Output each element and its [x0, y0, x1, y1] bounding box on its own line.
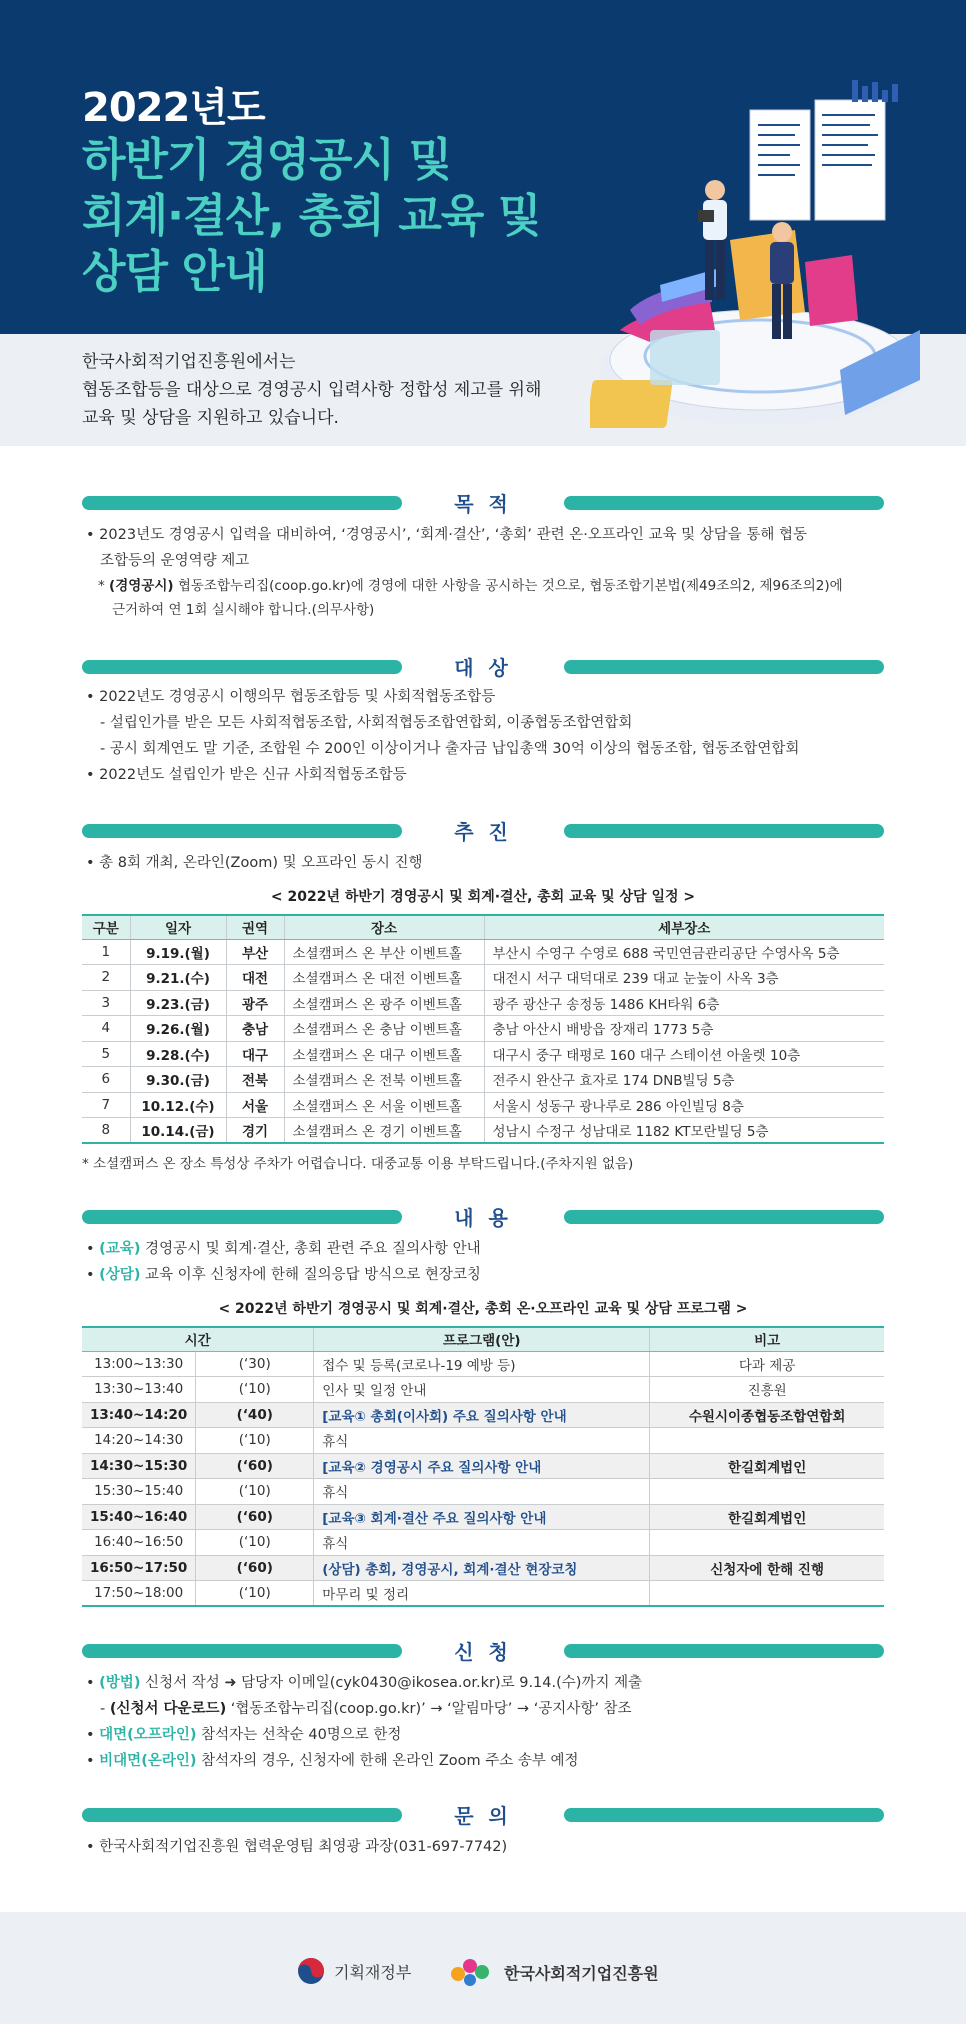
row-date: 9.21.(수) — [130, 965, 226, 991]
moef-name: 기획재정부 — [334, 1962, 412, 1982]
apply-body — [86, 1670, 886, 1774]
schedule-row — [82, 1041, 884, 1067]
row-region: 서울 — [226, 1092, 284, 1118]
col-header: 장소 — [284, 915, 484, 939]
row-time: 16:50~17:50 — [82, 1555, 196, 1581]
purpose-body — [86, 522, 886, 622]
row-region: 부산 — [226, 939, 284, 965]
program-row — [82, 1530, 884, 1556]
kosea-logo — [448, 1954, 659, 1990]
row-region: 경기 — [226, 1118, 284, 1144]
row-time: 13:40~14:20 — [82, 1402, 196, 1428]
row-program: (상담) 총회, 경영공시, 회계·결산 현장코칭 — [314, 1555, 650, 1581]
kosea-mark-icon — [448, 1954, 496, 1990]
inquiry-line: • 한국사회적기업진흥원 협력운영팀 최영광 과장(031-697-7742) — [86, 1839, 508, 1855]
row-venue: 소셜캠퍼스 온 전북 이벤트홀 — [284, 1067, 484, 1093]
proceed-line: • 총 8회 개최, 온라인(Zoom) 및 오프라인 동시 진행 — [86, 855, 423, 871]
content-text: 교육 이후 신청자에 한해 질의응답 방식으로 현장코칭 — [140, 1267, 481, 1283]
section-header-apply — [82, 1640, 884, 1662]
col-header: 세부장소 — [484, 915, 884, 939]
row-duration: (‘10) — [196, 1581, 314, 1607]
row-address: 성남시 수정구 성남대로 1182 KT모란빌딩 5층 — [484, 1118, 884, 1144]
row-number: 6 — [82, 1067, 130, 1093]
row-program: [교육③ 회계·결산 주요 질의사항 안내 — [314, 1504, 650, 1530]
row-number: 8 — [82, 1118, 130, 1144]
section-title: 내 용 — [454, 1206, 512, 1230]
program-row — [82, 1504, 884, 1530]
row-venue: 소셜캠퍼스 온 부산 이벤트홀 — [284, 939, 484, 965]
target-item: - 공시 회계연도 말 기준, 조합원 수 200인 이상이거나 출자금 납입총액 30억 이상의 협동조합, 협동조합연합회 — [100, 741, 800, 757]
row-time: 17:50~18:00 — [82, 1581, 196, 1607]
schedule-row — [82, 1016, 884, 1042]
row-venue: 소셜캠퍼스 온 충남 이벤트홀 — [284, 1016, 484, 1042]
schedule-row — [82, 1092, 884, 1118]
hero-title-line: 회계·결산, 총회 교육 및 — [82, 189, 541, 242]
content-item: • (교육) 경영공시 및 회계·결산, 총회 관련 주요 질의사항 안내 — [86, 1241, 481, 1257]
apply-text: ‘협동조합누리집(coop.go.kr)’ → ‘알림마당’ → ‘공지사항’ 참조 — [226, 1701, 632, 1717]
hero-title-line: 상담 안내 — [82, 245, 267, 298]
section-title: 신 청 — [454, 1640, 512, 1664]
note-text: 협동조합누리집(coop.go.kr)에 경영에 대한 사항을 공시하는 것으로, 협동조합기본법(제49조의2, 제96조의2)에 — [173, 578, 843, 594]
purpose-note — [86, 574, 886, 598]
hero-title — [82, 132, 540, 300]
footer — [0, 1912, 966, 2024]
target-item: • 2022년도 경영공시 이행의무 협동조합등 및 사회적협동조합등 — [86, 689, 496, 705]
note-key: (경영공시) — [109, 578, 174, 594]
row-number: 7 — [82, 1092, 130, 1118]
row-address: 광주 광산구 송정동 1486 KH타워 6층 — [484, 990, 884, 1016]
content-body — [86, 1236, 886, 1288]
col-header: 구분 — [82, 915, 130, 939]
target-item: • 2022년도 설립인가 받은 신규 사회적협동조합등 — [86, 767, 407, 783]
section-header-purpose — [82, 492, 884, 514]
apply-download: - (신청서 다운로드) ‘협동조합누리집(coop.go.kr)’ → ‘알림마당’ → ‘공지사항’ 참조 — [100, 1701, 632, 1717]
row-number: 1 — [82, 939, 130, 965]
schedule-row — [82, 939, 884, 965]
row-note: 한길회계법인 — [650, 1453, 884, 1479]
row-note: 한길회계법인 — [650, 1504, 884, 1530]
intro-text — [82, 348, 541, 432]
row-duration: (‘10) — [196, 1377, 314, 1403]
row-note — [650, 1530, 884, 1556]
section-title: 문 의 — [454, 1804, 512, 1828]
row-number: 2 — [82, 965, 130, 991]
program-row — [82, 1351, 884, 1377]
row-duration: (‘60) — [196, 1555, 314, 1581]
row-date: 9.26.(월) — [130, 1016, 226, 1042]
schedule-row — [82, 1067, 884, 1093]
program-row — [82, 1479, 884, 1505]
hero-year: 2022년도 — [82, 85, 265, 131]
row-region: 대전 — [226, 965, 284, 991]
col-header: 일자 — [130, 915, 226, 939]
intro-line: 협동조합등을 대상으로 경영공시 입력사항 정합성 제고를 위해 — [82, 380, 542, 400]
row-venue: 소셜캠퍼스 온 서울 이벤트홀 — [284, 1092, 484, 1118]
row-region: 대구 — [226, 1041, 284, 1067]
note-mark: * — [98, 578, 110, 594]
schedule-row — [82, 990, 884, 1016]
kosea-name: 한국사회적기업진흥원 — [504, 1963, 659, 1983]
row-address: 대전시 서구 대덕대로 239 대교 눈높이 사옥 3층 — [484, 965, 884, 991]
program-row — [82, 1428, 884, 1454]
row-duration: (‘10) — [196, 1479, 314, 1505]
content-item: • (상담) 교육 이후 신청자에 한해 질의응답 방식으로 현장코칭 — [86, 1267, 481, 1283]
business-dashboard-illustration — [590, 80, 930, 440]
row-address: 충남 아산시 배방읍 장재리 1773 5층 — [484, 1016, 884, 1042]
program-table — [82, 1326, 884, 1607]
row-note: 진흥원 — [650, 1377, 884, 1403]
purpose-line: 조합등의 운영역량 제고 — [100, 553, 250, 569]
row-venue: 소셜캠퍼스 온 대구 이벤트홀 — [284, 1041, 484, 1067]
row-duration: (‘10) — [196, 1428, 314, 1454]
row-program: 인사 및 일정 안내 — [314, 1377, 650, 1403]
apply-online: • 비대면(온라인) 참석자의 경우, 신청자에 한해 온라인 Zoom 주소 송부 예정 — [86, 1753, 579, 1769]
row-time: 16:40~16:50 — [82, 1530, 196, 1556]
row-address: 서울시 성동구 광나루로 286 아인빌딩 8층 — [484, 1092, 884, 1118]
col-header: 프로그램(안) — [314, 1327, 650, 1351]
apply-key: (방법) — [99, 1675, 141, 1691]
row-venue: 소셜캠퍼스 온 경기 이벤트홀 — [284, 1118, 484, 1144]
row-program: 휴식 — [314, 1479, 650, 1505]
intro-line: 교육 및 상담을 지원하고 있습니다. — [82, 408, 339, 428]
row-note — [650, 1581, 884, 1607]
intro-line: 한국사회적기업진흥원에서는 — [82, 352, 296, 372]
row-program: [교육② 경영공시 주요 질의사항 안내 — [314, 1453, 650, 1479]
row-program: 마무리 및 정리 — [314, 1581, 650, 1607]
row-time: 15:40~16:40 — [82, 1504, 196, 1530]
row-number: 5 — [82, 1041, 130, 1067]
hero-title-line: 하반기 경영공시 및 — [82, 133, 452, 186]
schedule-table — [82, 914, 884, 1144]
section-header-target — [82, 656, 884, 678]
row-date: 10.12.(수) — [130, 1092, 226, 1118]
apply-key: 비대면(온라인) — [99, 1753, 197, 1769]
row-time: 15:30~15:40 — [82, 1479, 196, 1505]
program-row — [82, 1555, 884, 1581]
row-date: 10.14.(금) — [130, 1118, 226, 1144]
row-duration: (‘60) — [196, 1504, 314, 1530]
moef-logo — [296, 1956, 411, 1986]
row-program: 휴식 — [314, 1428, 650, 1454]
row-duration: (‘30) — [196, 1351, 314, 1377]
parking-footnote: * 소셜캠퍼스 온 장소 특성상 주차가 어렵습니다. 대중교통 이용 부탁드립니다.(주차지원 없음) — [82, 1156, 634, 1172]
content-key: (교육) — [99, 1241, 141, 1257]
section-header-content — [82, 1206, 884, 1228]
program-row — [82, 1581, 884, 1607]
row-note — [650, 1428, 884, 1454]
row-duration: (‘60) — [196, 1453, 314, 1479]
section-title: 목 적 — [454, 492, 512, 516]
taegeuk-icon — [296, 1956, 326, 1986]
row-address: 대구시 중구 태평로 160 대구 스테이션 아울렛 10층 — [484, 1041, 884, 1067]
section-header-inquiry — [82, 1804, 884, 1826]
row-program: 접수 및 등록(코로나-19 예방 등) — [314, 1351, 650, 1377]
apply-key: 대면(오프라인) — [99, 1727, 197, 1743]
program-row — [82, 1453, 884, 1479]
row-region: 충남 — [226, 1016, 284, 1042]
row-number: 4 — [82, 1016, 130, 1042]
row-date: 9.30.(금) — [130, 1067, 226, 1093]
apply-text: 참석자의 경우, 신청자에 한해 온라인 Zoom 주소 송부 예정 — [196, 1753, 579, 1769]
row-date: 9.19.(월) — [130, 939, 226, 965]
content-text: 경영공시 및 회계·결산, 총회 관련 주요 질의사항 안내 — [140, 1241, 481, 1257]
program-row — [82, 1402, 884, 1428]
apply-method: • (방법) 신청서 작성 ➜ 담당자 이메일(cyk0430@ikosea.or.kr)로 9.14.(수)까지 제출 — [86, 1675, 643, 1691]
row-venue: 소셜캠퍼스 온 광주 이벤트홀 — [284, 990, 484, 1016]
purpose-line: • 2023년도 경영공시 입력을 대비하여, ‘경영공시’, ‘회계·결산’, ‘총회’ 관련 온·오프라인 교육 및 상담을 통해 협동 — [86, 527, 807, 543]
col-header: 시간 — [82, 1327, 314, 1351]
apply-text: 신청서 작성 ➜ 담당자 이메일(cyk0430@ikosea.or.kr)로 9.14.(수)까지 제출 — [140, 1675, 643, 1691]
row-note — [650, 1479, 884, 1505]
row-duration: (‘40) — [196, 1402, 314, 1428]
row-time: 14:30~15:30 — [82, 1453, 196, 1479]
apply-key: (신청서 다운로드) — [109, 1701, 227, 1717]
target-body — [86, 684, 886, 788]
row-note: 수원시이종협동조합연합회 — [650, 1402, 884, 1428]
row-time: 13:00~13:30 — [82, 1351, 196, 1377]
apply-offline: • 대면(오프라인) 참석자는 선착순 40명으로 한정 — [86, 1727, 402, 1743]
row-address: 부산시 수영구 수영로 688 국민연금관리공단 수영사옥 5층 — [484, 939, 884, 965]
schedule-row — [82, 1118, 884, 1144]
row-note: 다과 제공 — [650, 1351, 884, 1377]
row-date: 9.28.(수) — [130, 1041, 226, 1067]
row-region: 광주 — [226, 990, 284, 1016]
schedule-row — [82, 965, 884, 991]
section-header-proceed — [82, 820, 884, 842]
row-program: 휴식 — [314, 1530, 650, 1556]
purpose-note-line: 근거하여 연 1회 실시해야 합니다.(의무사항) — [112, 602, 375, 618]
row-number: 3 — [82, 990, 130, 1016]
row-venue: 소셜캠퍼스 온 대전 이벤트홀 — [284, 965, 484, 991]
target-item: - 설립인가를 받은 모든 사회적협동조합, 사회적협동조합연합회, 이종협동조합연합회 — [100, 715, 633, 731]
row-duration: (‘10) — [196, 1530, 314, 1556]
row-time: 13:30~13:40 — [82, 1377, 196, 1403]
program-row — [82, 1377, 884, 1403]
row-note: 신청자에 한해 진행 — [650, 1555, 884, 1581]
section-title: 대 상 — [454, 656, 512, 680]
row-program: [교육① 총회(이사회) 주요 질의사항 안내 — [314, 1402, 650, 1428]
section-title: 추 진 — [454, 820, 512, 844]
row-time: 14:20~14:30 — [82, 1428, 196, 1454]
apply-text: 참석자는 선착순 40명으로 한정 — [196, 1727, 402, 1743]
col-header: 비고 — [650, 1327, 884, 1351]
col-header: 권역 — [226, 915, 284, 939]
content-key: (상담) — [99, 1267, 141, 1283]
row-address: 전주시 완산구 효자로 174 DNB빌딩 5층 — [484, 1067, 884, 1093]
program-caption: < 2022년 하반기 경영공시 및 회계·결산, 총회 온·오프라인 교육 및 상담 프로그램 > — [218, 1301, 748, 1317]
row-region: 전북 — [226, 1067, 284, 1093]
schedule-caption: < 2022년 하반기 경영공시 및 회계·결산, 총회 교육 및 상담 일정 > — [270, 889, 696, 905]
row-date: 9.23.(금) — [130, 990, 226, 1016]
